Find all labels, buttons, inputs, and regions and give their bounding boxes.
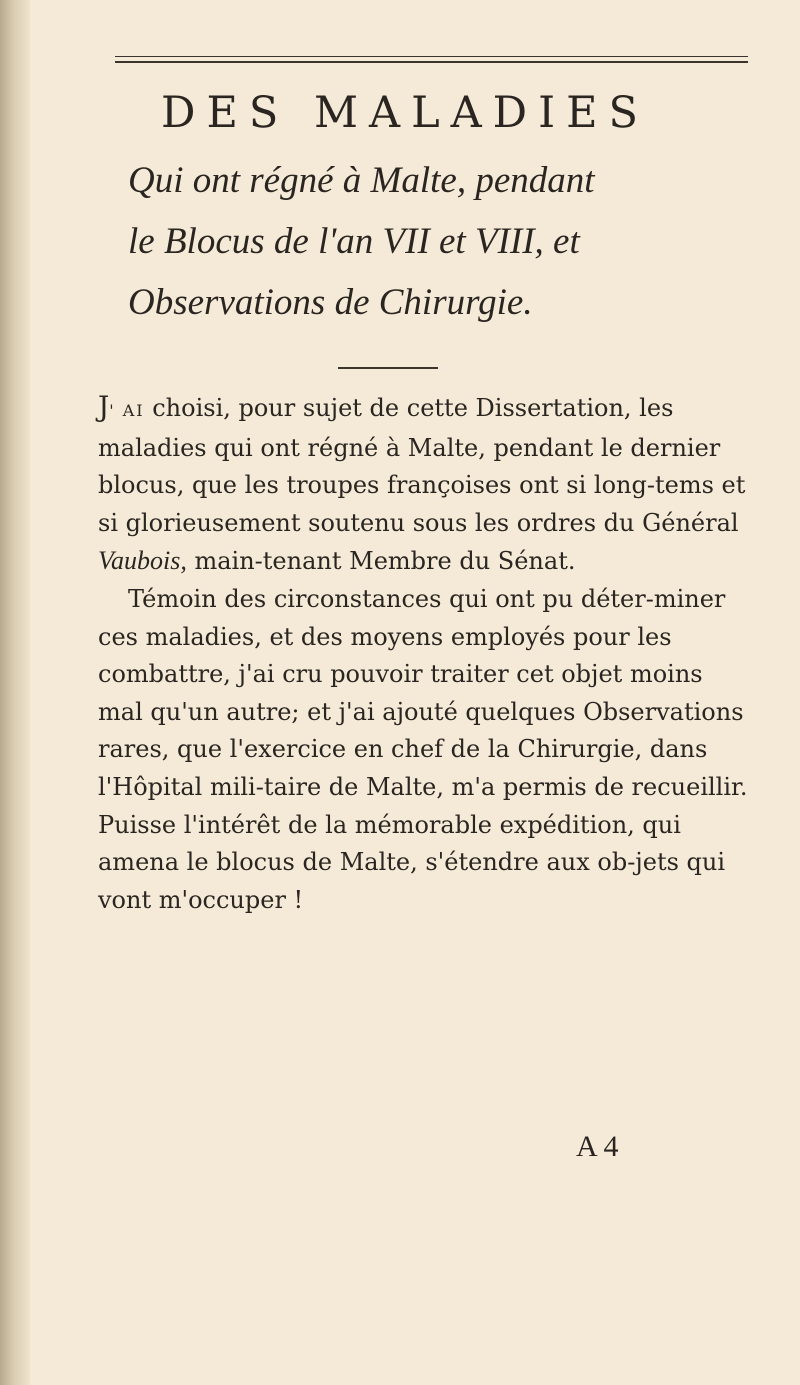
paragraph-1-text-a: choisi, pour sujet de cette Dissertation, les maladies qui ont régné à Malte, pendant le dernier blocus, que les troupes françoises ont si long-tems et si glorieusement soutenu sous les ordres du Général (98, 394, 746, 537)
drop-cap: J (98, 390, 110, 423)
page-title: DES MALADIES (161, 88, 649, 138)
paragraph-1 (98, 388, 748, 581)
paragraph-1-text-b: main-tenant Membre du Sénat. (186, 547, 576, 576)
body-text (98, 388, 748, 919)
section-rule (338, 367, 438, 369)
general-name: Vaubois, (98, 546, 187, 576)
paragraph-2: Témoin des circonstances qui ont pu déter-miner ces maladies, et des moyens employés pour les combattre, j'ai cru pouvoir traiter cet objet moins mal qu'un autre; et j'ai ajouté quelques Observations rares, que l'exercice en chef de la Chirurgie, dans l'Hôpital mili-taire de Malte, m'a permis de recueillir. Puisse l'intérêt de la mémorable expédition, qui amena le blocus de Malte, s'étendre aux ob-jets qui vont m'occuper ! (98, 584, 748, 914)
subtitle-line-3: Observations de Chirurgie. (128, 282, 533, 323)
subtitle-line-2: le Blocus de l'an VII et VIII, et (128, 221, 580, 262)
small-caps: ' AI (109, 401, 145, 420)
subtitle (128, 150, 768, 333)
header-rule (115, 56, 748, 63)
subtitle-line-1: Qui ont régné à Malte, pendant (128, 160, 595, 201)
signature-mark: A 4 (576, 1130, 619, 1163)
page-gutter (0, 0, 30, 1385)
